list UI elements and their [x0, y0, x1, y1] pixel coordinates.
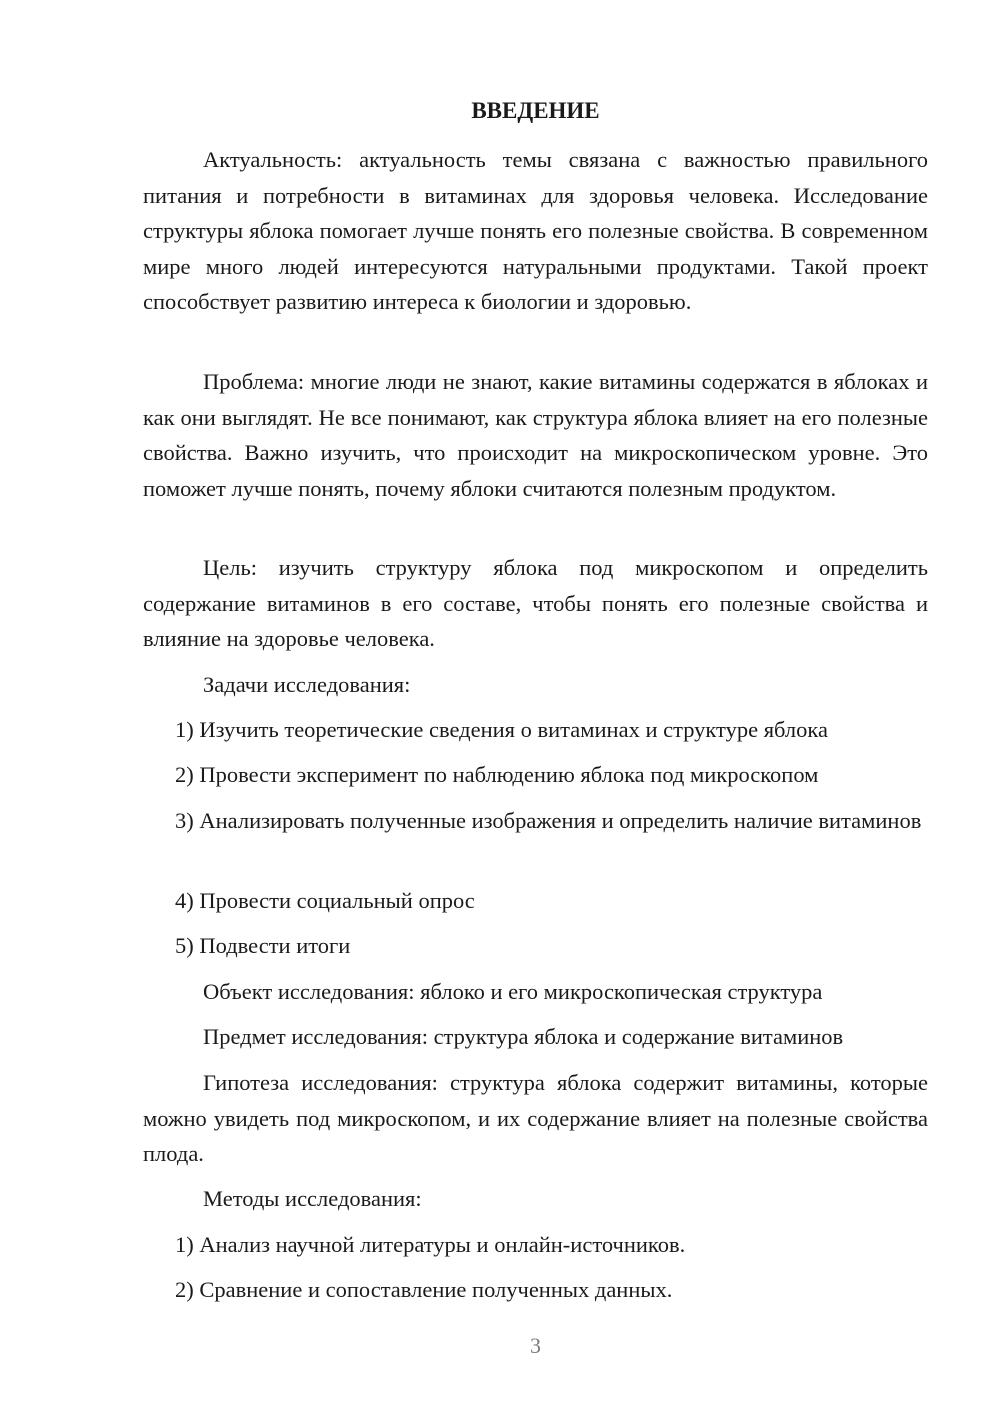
- problem-paragraph: Проблема: многие люди не знают, какие витамины содержатся в яблоках и как они выглядят. Не все понимают, как структура яблока влияет на его полезные свойства. Важно изучить, что происходит на микроскопическом уровне. Это поможет лучше понять, почему яблоки считаются полезным продуктом.: [143, 369, 928, 501]
- task-item: 2) Провести эксперимент по наблюдению яблока под микроскопом: [175, 762, 819, 787]
- method-item: 1) Анализ научной литературы и онлайн-источников.: [175, 1232, 686, 1257]
- page-title: ВВЕДЕНИЕ: [471, 98, 600, 123]
- task-item: 1) Изучить теоретические сведения о витаминах и структуре яблока: [175, 717, 828, 742]
- methods-heading: Методы исследования:: [203, 1186, 422, 1211]
- document-page: [143, 0, 928, 1414]
- tasks-heading: Задачи исследования:: [203, 672, 411, 697]
- task-item: 4) Провести социальный опрос: [175, 888, 475, 913]
- page-number: 3: [530, 1333, 541, 1358]
- object-paragraph: Объект исследования: яблоко и его микроскопическая структура: [203, 979, 823, 1004]
- subject-paragraph: Предмет исследования: структура яблока и содержание витаминов: [203, 1024, 844, 1049]
- hypothesis-paragraph: Гипотеза исследования: структура яблока содержит витамины, которые можно увидеть под микроскопом, и их содержание влияет на полезные свойства плода.: [143, 1070, 928, 1166]
- task-item: 3) Анализировать полученные изображения и определить наличие витаминов: [175, 808, 922, 833]
- task-item: 5) Подвести итоги: [175, 933, 351, 958]
- method-item: 2) Сравнение и сопоставление полученных данных.: [175, 1277, 673, 1302]
- goal-paragraph: Цель: изучить структуру яблока под микроскопом и определить содержание витаминов в его составе, чтобы понять его полезные свойства и влияние на здоровье человека.: [143, 555, 928, 651]
- relevance-paragraph: Актуальность: актуальность темы связана с важностью правильного питания и потребности в витаминах для здоровья человека. Исследование структуры яблока помогает лучше понять его полезные свойства. В современном мире много людей интересуются натуральными продуктами. Такой проект способствует развитию интереса к биологии и здоровью.: [143, 147, 928, 314]
